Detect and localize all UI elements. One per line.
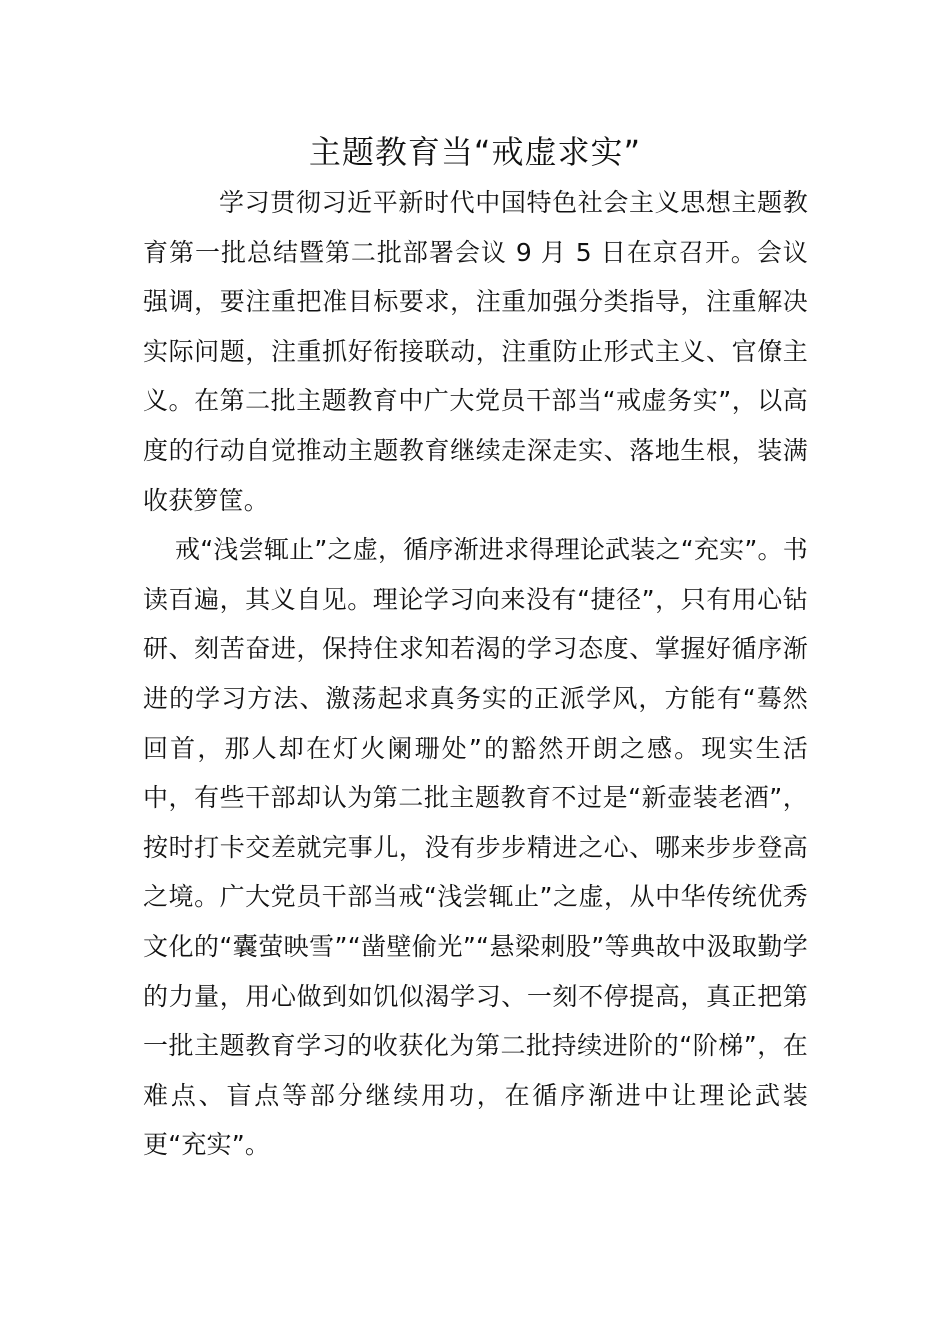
paragraph-intro: 学习贯彻习近平新时代中国特色社会主义思想主题教育第一批总结暨第二批部署会议 9 月 5 日在京召开。会议强调，要注重把准目标要求，注重加强分类指导，注重解决实际问题，注重抓好衔接联动，注重防止形式主义、官僚主义。在第二批主题教育中广大党员干部当“戒虚务实”，以高度的行动自觉推动主题教育继续走深走实、落地生根，装满收获箩筐。 — [143, 188, 808, 515]
paragraph-theory-study: 戒“浅尝辄止”之虚，循序渐进求得理论武装之“充实”。书读百遍，其义自见。理论学习向来没有“捷径”，只有用心钻研、刻苦奋进，保持住求知若渴的学习态度、掌握好循序渐进的学习方法、激荡起求真务实的正派学风，方能有“蓦然回首，那人却在灯火阑珊处”的豁然开朗之感。现实生活中，有些干部却认为第二批主题教育不过是“新壶装老酒”，按时打卡交差就完事儿，没有步步精进之心、哪来步步登高之境。广大党员干部当戒“浅尝辄止”之虚，从中华传统优秀文化的“囊萤映雪”“凿壁偷光”“悬梁刺股”等典故中汲取勤学的力量，用心做到如饥似渴学习、一刻不停提高，真正把第一批主题教育学习的收获化为第二批持续进阶的“阶梯”，在难点、盲点等部分继续用功，在循序渐进中让理论武装更“充实”。 — [143, 535, 808, 1160]
document-title: 主题教育当“戒虚求实” — [308, 133, 642, 171]
document-body — [143, 178, 808, 1170]
